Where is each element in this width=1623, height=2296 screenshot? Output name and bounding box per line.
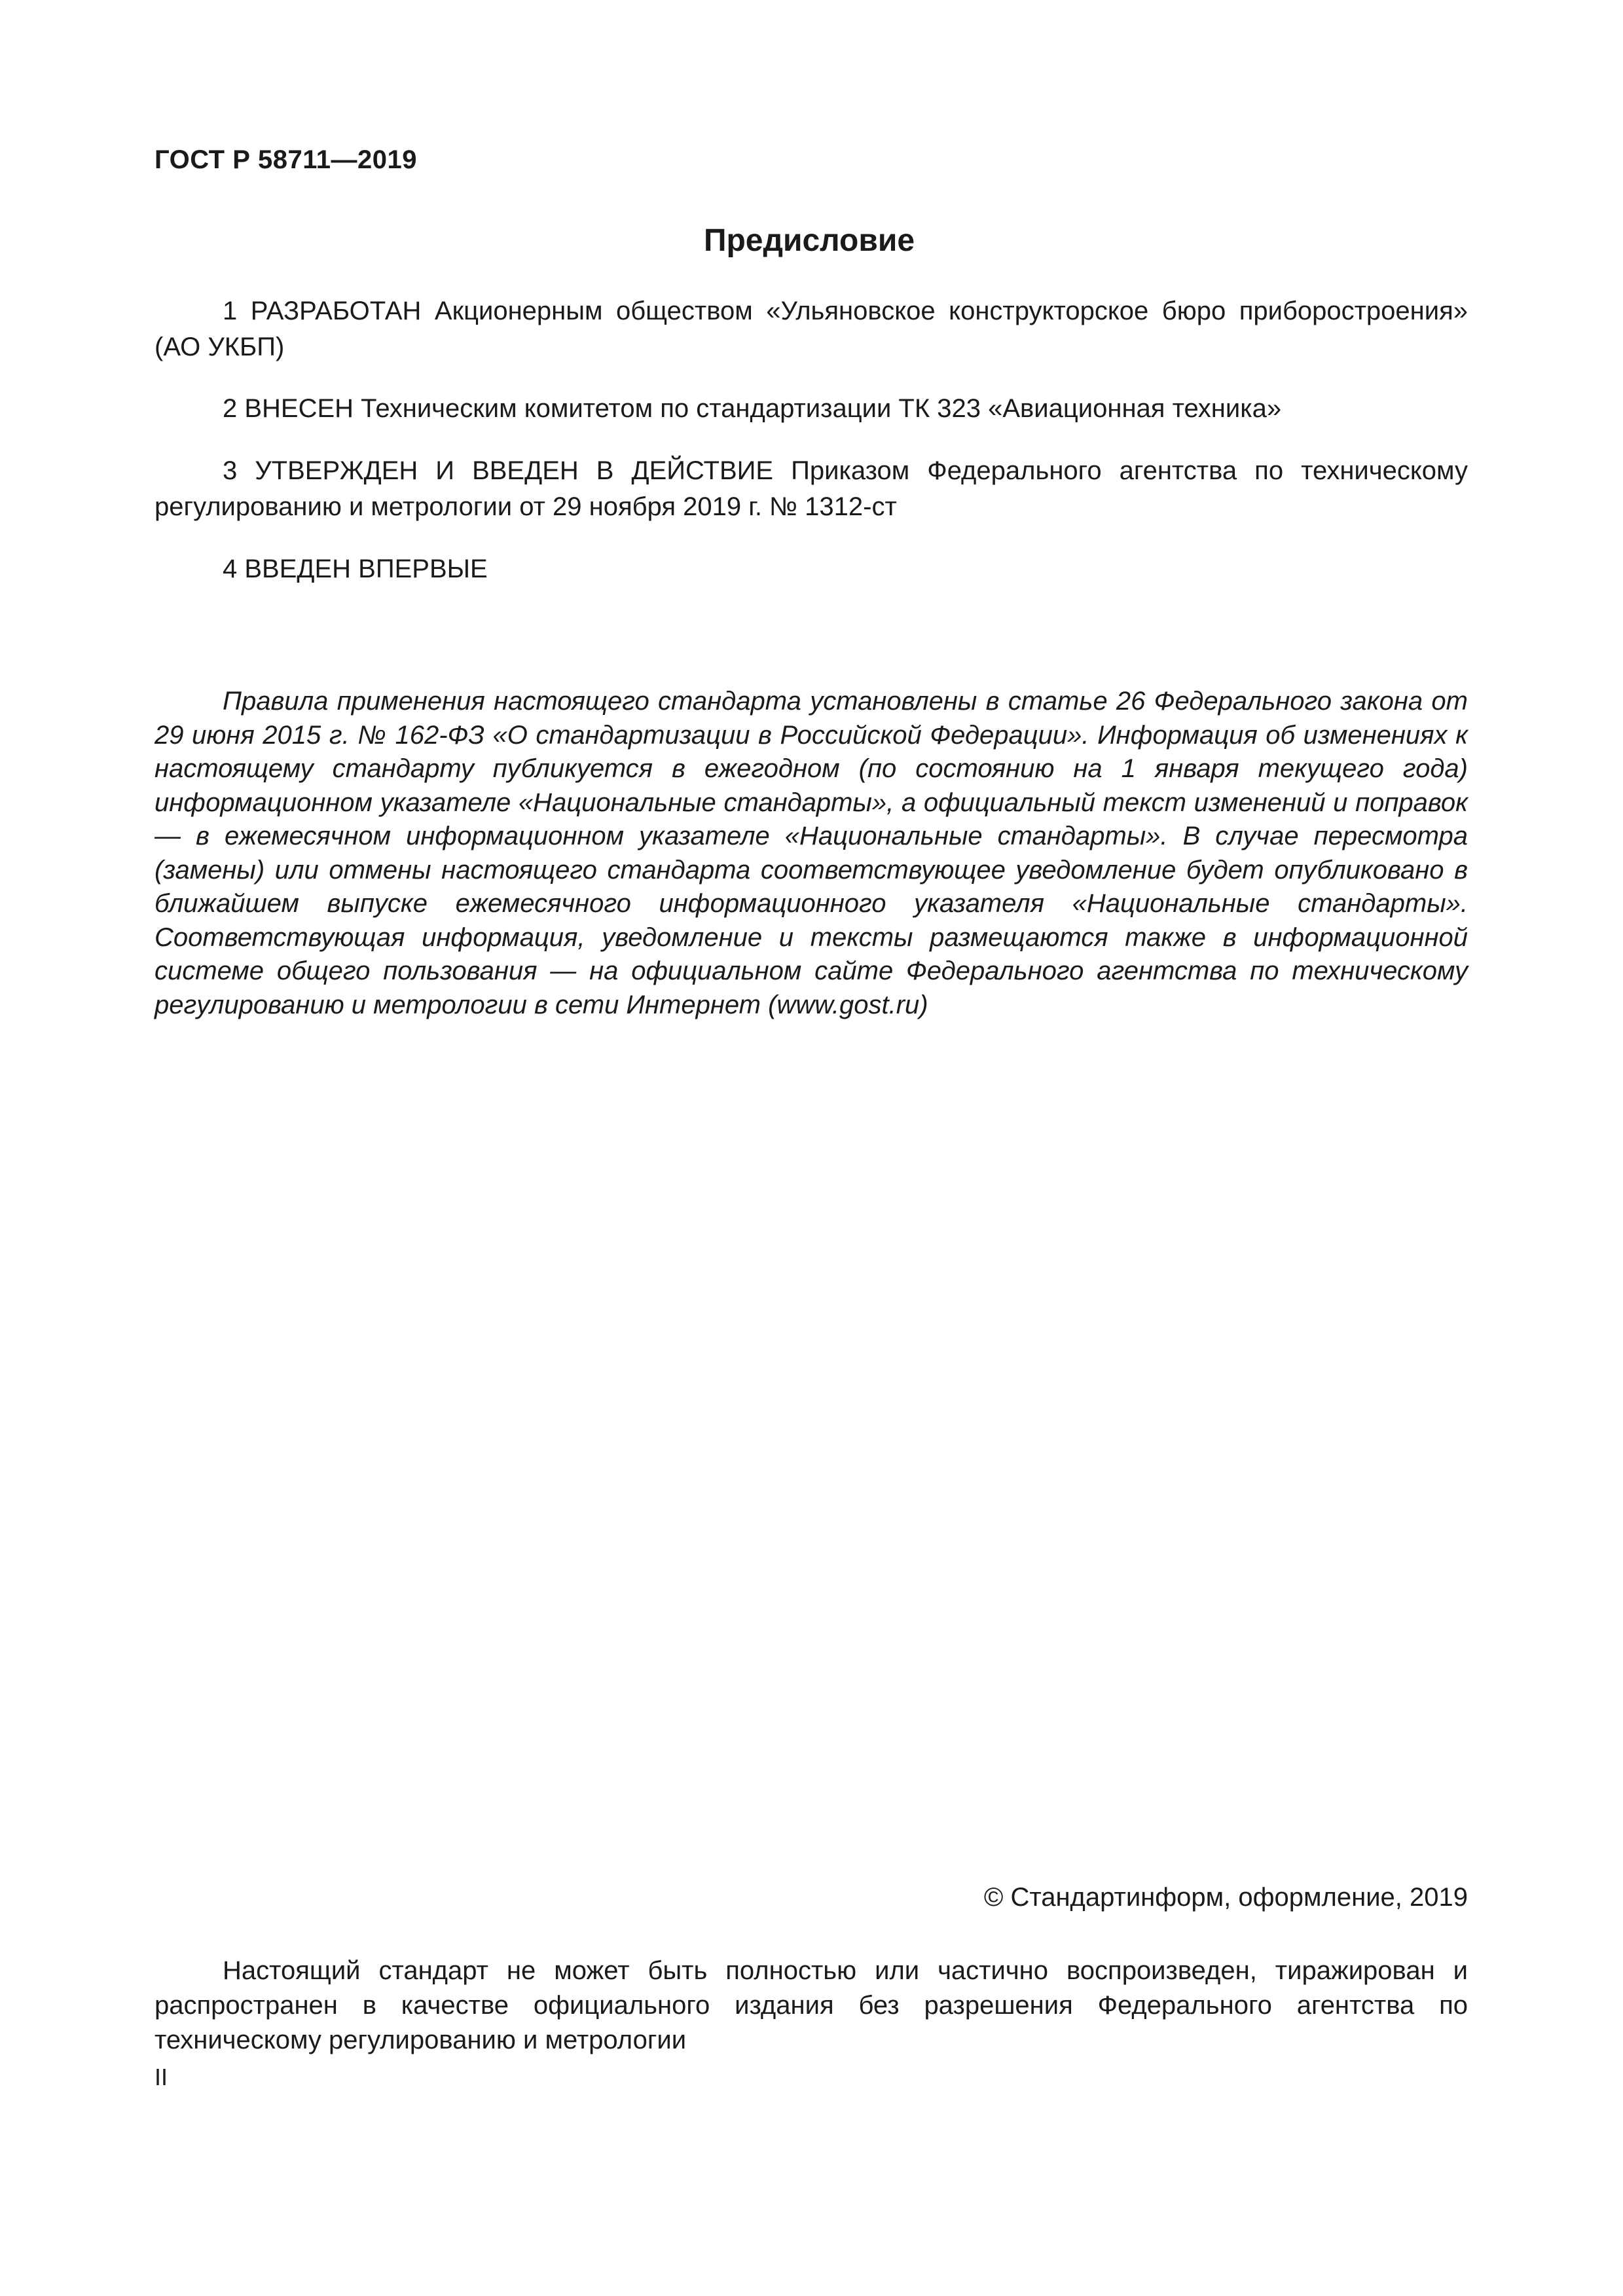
reproduction-notice: Настоящий стандарт не может быть полностью или частично воспроизведен, тиражирован и распространен в качестве официального издания без разрешения Федерального агентства по техническому регулированию и метрологии (155, 1956, 1468, 2054)
section-title: Предисловие (703, 223, 915, 258)
preface-item-1: 1 РАЗРАБОТАН Акционерным обществом «Ульяновское конструкторское бюро приборостроения» (АО УКБП) (155, 297, 1468, 361)
legal-note: Правила применения настоящего стандарта установлены в статье 26 Федерального закона от 29 июня 2015 г. № 162-ФЗ «О стандартизации в Российской Федерации». Информация об изменениях к настоящему стандарту публикуется в ежегодном (по состоянию на 1 января текущего года) информационном указателе «Национальные стандарты», а официальный текст изменений и поправок — в ежемесячном информационном указателе «Национальные стандарты». В случае пересмотра (замены) или отмены настоящего стандарта соответствующее уведомление будет опубликовано в ближайшем выпуске ежемесячного информационного указателя «Национальные стандарты». Соответствующая информация, уведомление и тексты размещаются также в информационной системе общего пользования — на официальном сайте Федерального агентства по техническому регулированию и метрологии в сети Интернет (www.gost.ru) (155, 687, 1468, 1019)
preface-item-4: 4 ВВЕДЕН ВПЕРВЫЕ (223, 555, 488, 583)
document-code: ГОСТ Р 58711—2019 (155, 145, 417, 174)
copyright-line: © Стандартинформ, оформление, 2019 (983, 1883, 1468, 1912)
preface-item-2: 2 ВНЕСЕН Техническим комитетом по стандартизации ТК 323 «Авиационная техника» (223, 394, 1282, 423)
page-number: II (155, 2064, 168, 2090)
preface-item-3: 3 УТВЕРЖДЕН И ВВЕДЕН В ДЕЙСТВИЕ Приказом Федерального агентства по техническому регулированию и метрологии от 29 ноября 2019 г. № 1312-ст (155, 456, 1468, 521)
